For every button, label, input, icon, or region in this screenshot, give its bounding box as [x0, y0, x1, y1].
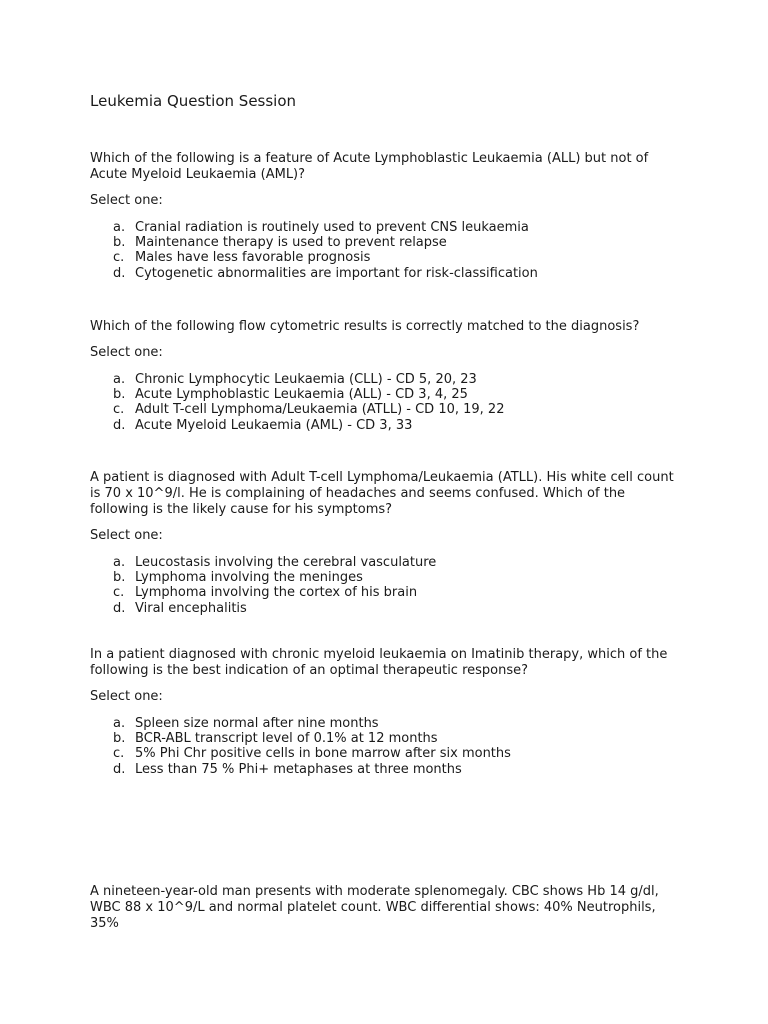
option-letter: a.	[113, 220, 126, 235]
option-c	[90, 585, 680, 600]
option-d	[90, 418, 680, 433]
option-letter: b.	[113, 387, 126, 403]
option-text: Cytogenetic abnormalities are important for risk-classification	[135, 265, 538, 281]
option-letter: d.	[113, 761, 126, 777]
option-a	[90, 555, 680, 570]
option-d	[90, 266, 680, 281]
select-one-label: Select one:	[90, 689, 163, 704]
option-letter: b.	[113, 731, 126, 747]
question-stem: Which of the following flow cytometric results is correctly matched to the diagnosis?	[90, 319, 640, 334]
option-text: Maintenance therapy is used to prevent relapse	[135, 235, 447, 251]
question-stem: A patient is diagnosed with Adult T-cell Lymphoma/Leukaemia (ATLL). His white cell count is 70 x 10^9/l. He is complaining of headaches and seems confused. Which of the following is the likely cause for his symptoms?	[90, 470, 674, 517]
option-text: Adult T-cell Lymphoma/Leukaemia (ATLL) - CD 10, 19, 22	[135, 402, 505, 418]
option-text: BCR-ABL transcript level of 0.1% at 12 months	[135, 731, 438, 747]
option-text: Cranial radiation is routinely used to prevent CNS leukaemia	[135, 220, 529, 235]
option-text: Acute Lymphoblastic Leukaemia (ALL) - CD 3, 4, 25	[135, 387, 468, 403]
question-stem: Which of the following is a feature of Acute Lymphoblastic Leukaemia (ALL) but not of Acute Myeloid Leukaemia (AML)?	[90, 151, 649, 182]
option-text: Chronic Lymphocytic Leukaemia (CLL) - CD 5, 20, 23	[135, 372, 477, 387]
option-letter: d.	[113, 417, 126, 433]
option-b	[90, 235, 680, 250]
option-text: 5% Phi Chr positive cells in bone marrow after six months	[135, 746, 511, 762]
question-5	[90, 884, 680, 932]
option-letter: d.	[113, 265, 126, 281]
option-text: Males have less favorable prognosis	[135, 250, 371, 266]
option-d	[90, 601, 680, 616]
question-4	[90, 647, 680, 777]
option-list	[90, 372, 680, 433]
option-letter: d.	[113, 600, 126, 616]
option-a	[90, 220, 680, 235]
option-letter: b.	[113, 235, 126, 251]
option-letter: c.	[113, 250, 125, 266]
question-2	[90, 319, 680, 433]
select-one-label: Select one:	[90, 193, 163, 208]
option-letter: b.	[113, 570, 126, 586]
option-letter: c.	[113, 402, 125, 418]
option-text: Lymphoma involving the cortex of his brain	[135, 585, 418, 601]
option-text: Leucostasis involving the cerebral vasculature	[135, 555, 437, 570]
option-d	[90, 762, 680, 777]
option-b	[90, 731, 680, 746]
question-3	[90, 470, 680, 616]
question-stem: In a patient diagnosed with chronic myeloid leukaemia on Imatinib therapy, which of the following is the best indication of an optimal therapeutic response?	[90, 647, 668, 678]
document-title: Leukemia Question Session	[90, 92, 297, 110]
option-letter: c.	[113, 585, 125, 601]
option-text: Viral encephalitis	[135, 600, 247, 616]
option-a	[90, 716, 680, 731]
question-1	[90, 151, 680, 281]
option-list	[90, 555, 680, 616]
option-letter: a.	[113, 372, 126, 387]
option-c	[90, 746, 680, 761]
option-text: Acute Myeloid Leukaemia (AML) - CD 3, 33	[135, 417, 413, 433]
option-letter: a.	[113, 716, 126, 731]
option-letter: a.	[113, 555, 126, 570]
select-one-label: Select one:	[90, 528, 163, 543]
option-list	[90, 716, 680, 777]
option-a	[90, 372, 680, 387]
select-one-label: Select one:	[90, 345, 163, 360]
option-c	[90, 402, 680, 417]
option-list	[90, 220, 680, 281]
question-stem: A nineteen-year-old man presents with moderate splenomegaly. CBC shows Hb 14 g/dl, WBC 88 x 10^9/L and normal platelet count. WBC differential shows: 40% Neutrophils, 35%	[90, 884, 659, 931]
option-text: Spleen size normal after nine months	[135, 716, 379, 731]
option-text: Less than 75 % Phi+ metaphases at three months	[135, 761, 462, 777]
option-c	[90, 250, 680, 265]
option-text: Lymphoma involving the meninges	[135, 570, 363, 586]
option-b	[90, 387, 680, 402]
option-b	[90, 570, 680, 585]
option-letter: c.	[113, 746, 125, 762]
